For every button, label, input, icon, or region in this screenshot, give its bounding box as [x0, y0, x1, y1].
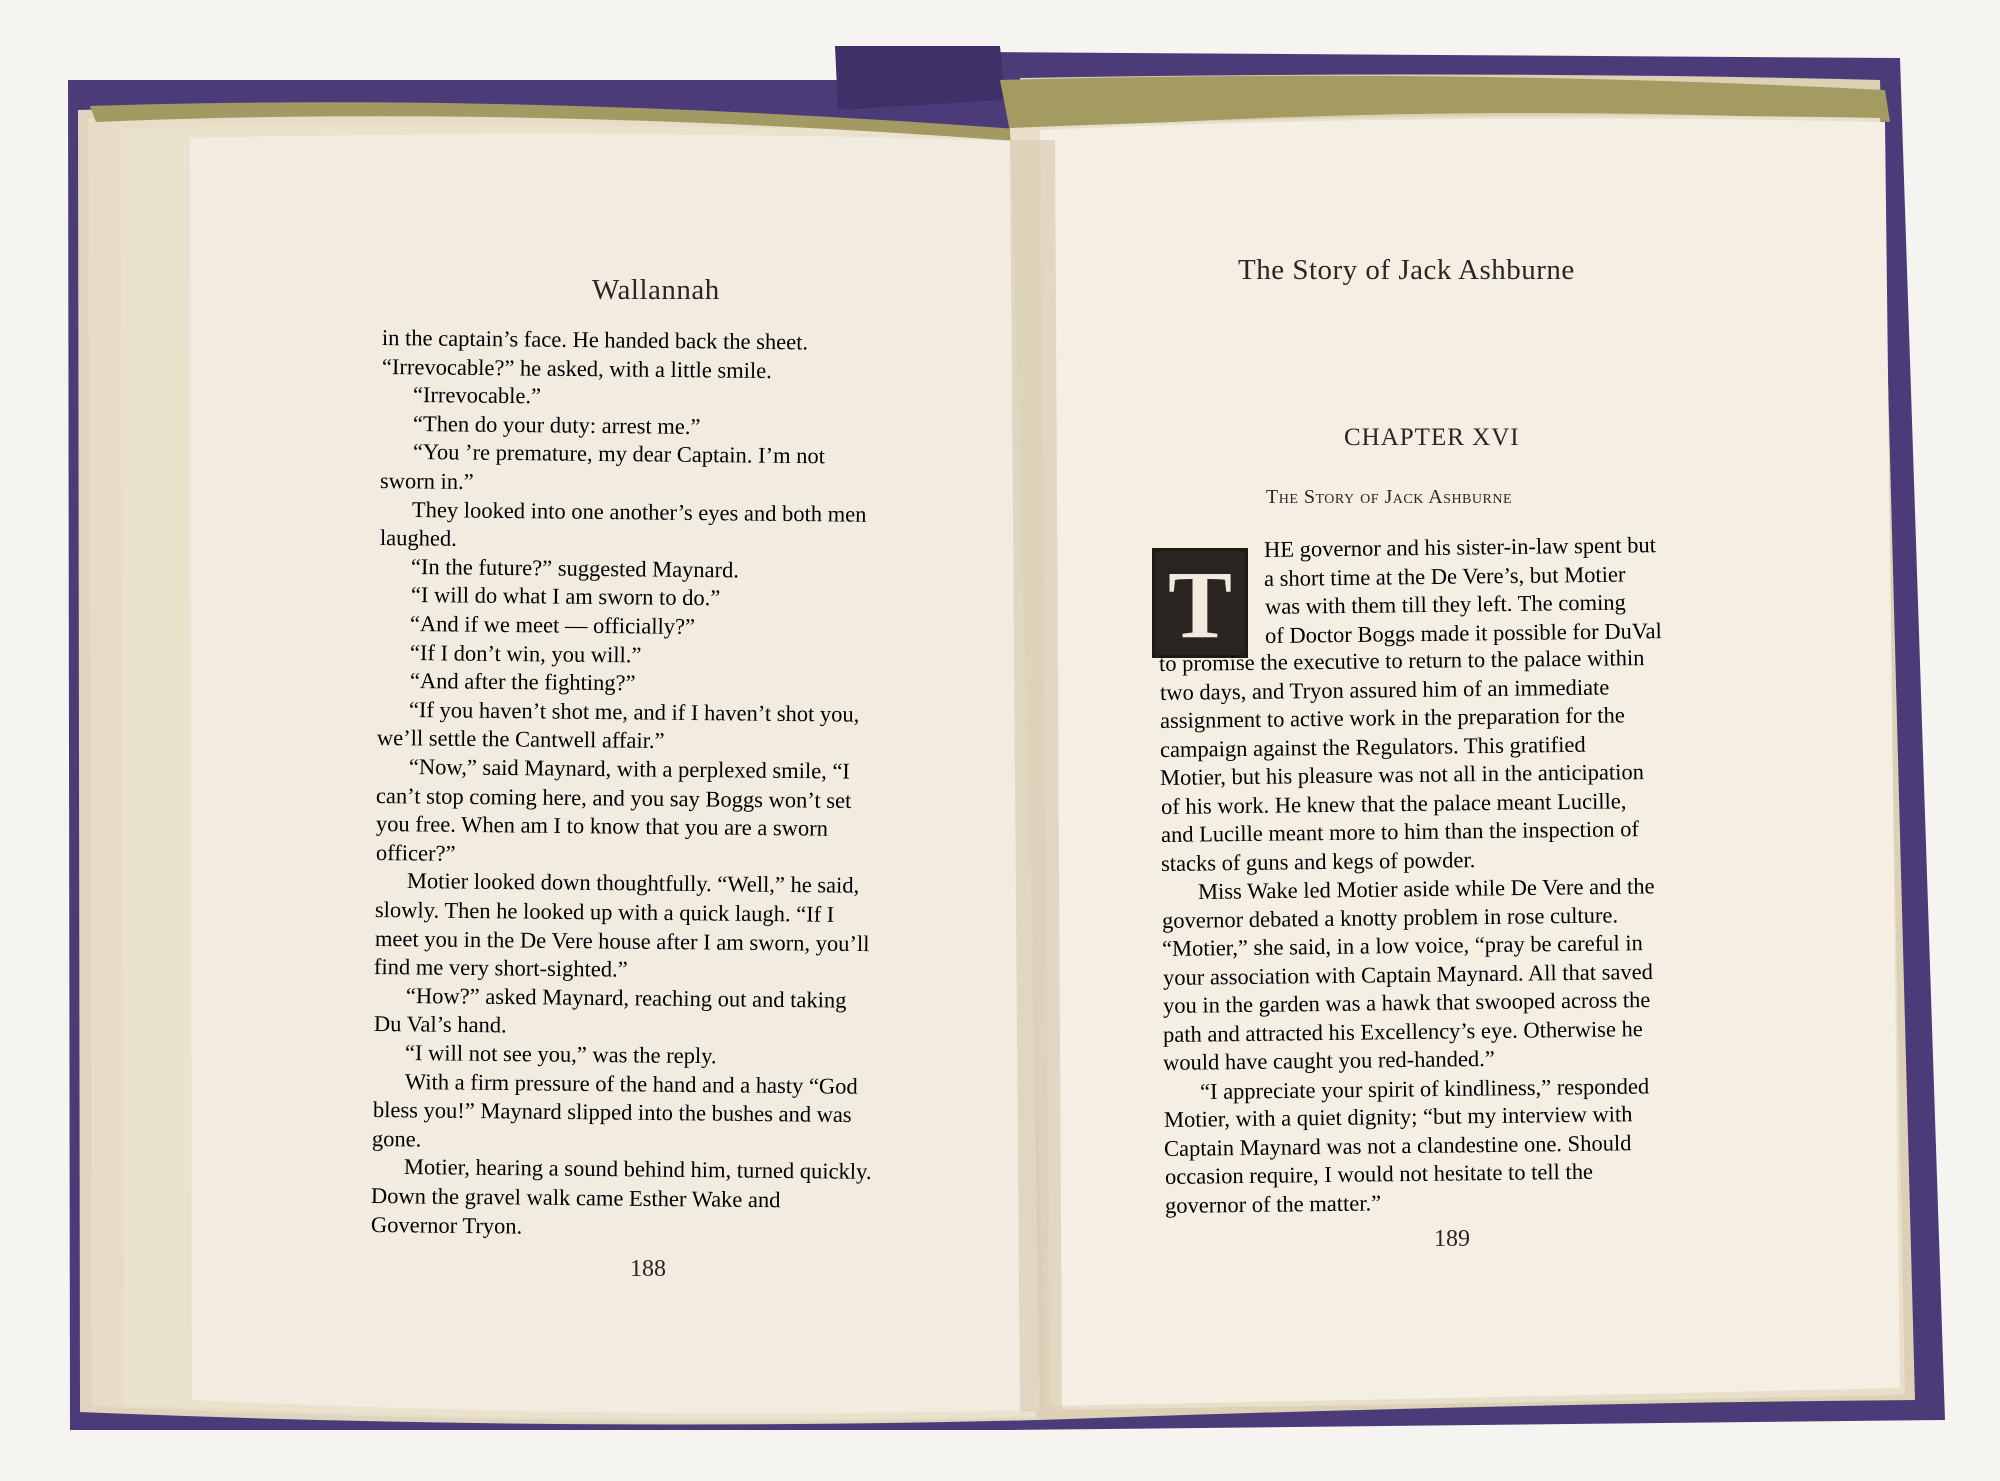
- text-line: laughed.: [379, 525, 457, 551]
- text-line: officer?”: [375, 839, 456, 866]
- text-line: was with them till they left. The coming: [1264, 589, 1626, 619]
- text-line: “And after the fighting?”: [409, 668, 636, 696]
- text-line: two days, and Tryon assured him of an immediate: [1159, 674, 1610, 705]
- text-line: path and attracted his Excellency’s eye. Otherwise he: [1162, 1015, 1643, 1047]
- text-line: Motier looked down thoughtfully. “Well,” he said,: [406, 868, 860, 899]
- right-running-head: The Story of Jack Ashburne: [1238, 254, 1575, 286]
- text-line: to promise the executive to return to the palace within: [1158, 645, 1645, 676]
- text-line: slowly. Then he looked up with a quick laugh. “If I: [374, 897, 835, 927]
- right-page-number: 189: [1434, 1226, 1470, 1252]
- text-line: “How?” asked Maynard, reaching out and taking: [405, 982, 847, 1013]
- text-line: governor debated a knotty problem in rose culture.: [1161, 901, 1619, 933]
- text-line: Captain Maynard was not a clandestine one. Should: [1163, 1129, 1632, 1161]
- text-line: Motier, but his pleasure was not all in the anticipation: [1159, 759, 1645, 790]
- text-line: “Motier,” she said, in a low voice, “pray be careful in: [1161, 930, 1643, 961]
- text-line: sworn in.”: [379, 468, 474, 494]
- drop-cap-ornament: [1152, 548, 1248, 658]
- text-line: Du Val’s hand.: [373, 1011, 507, 1038]
- text-line: Motier, hearing a sound behind him, turned quickly.: [403, 1154, 872, 1185]
- text-line: bless you!” Maynard slipped into the bushes and was: [372, 1097, 852, 1128]
- text-line: you in the garden was a hawk that swooped across the: [1162, 987, 1651, 1018]
- text-line: assignment to active work in the preparation for the: [1159, 702, 1625, 733]
- text-line: Down the gravel walk came Esther Wake and: [370, 1183, 781, 1213]
- text-line: and Lucille meant more to him than the inspection of: [1160, 816, 1640, 847]
- text-line: you free. When am I to know that you are a sworn: [375, 811, 829, 841]
- text-line: governor of the matter.”: [1164, 1189, 1382, 1218]
- chapter-heading: CHAPTER XVI: [1344, 424, 1520, 451]
- text-line: gone.: [371, 1125, 422, 1152]
- text-line: HE governor and his sister-in-law spent but: [1263, 532, 1657, 562]
- text-line: in the captain’s face. He handed back the sheet.: [381, 325, 809, 355]
- text-line: “And if we meet — officially?”: [409, 611, 696, 639]
- text-line: “I appreciate your spirit of kindliness,” responded: [1199, 1073, 1650, 1104]
- text-line: They looked into one another’s eyes and both men: [411, 496, 867, 527]
- text-line: would have caught you red-handed.”: [1162, 1045, 1495, 1075]
- text-line: we’ll settle the Cantwell affair.”: [376, 725, 665, 754]
- left-running-head: Wallannah: [592, 274, 720, 306]
- text-line: of Doctor Boggs made it possible for DuVal: [1264, 617, 1662, 648]
- spine-top: [835, 46, 1005, 110]
- text-line: “I will do what I am sworn to do.”: [410, 582, 721, 611]
- text-line: meet you in the De Vere house after I am sworn, you’ll: [374, 925, 870, 956]
- text-line: stacks of guns and kegs of powder.: [1160, 846, 1476, 876]
- text-line: “Irrevocable?” he asked, with a little smile.: [381, 353, 772, 383]
- text-line: occasion require, I would not hesitate to tell the: [1164, 1158, 1594, 1189]
- text-line: “If you haven’t shot me, and if I haven’t shot you,: [408, 696, 860, 727]
- text-line: campaign against the Regulators. This gratified: [1159, 731, 1586, 762]
- text-line: “In the future?” suggested Maynard.: [410, 553, 740, 583]
- drop-cap-letter: T: [1167, 551, 1233, 658]
- text-line: “I will not see you,” was the reply.: [404, 1040, 717, 1069]
- text-line: “If I don’t win, you will.”: [409, 639, 642, 668]
- left-page-number: 188: [630, 1256, 666, 1282]
- text-line: a short time at the De Vere’s, but Motier: [1263, 561, 1626, 591]
- chapter-title: The Story of Jack Ashburne: [1266, 486, 1513, 508]
- text-line: “You ’re premature, my dear Captain. I’m not: [412, 439, 826, 469]
- text-line: “Then do your duty: arrest me.”: [412, 410, 701, 439]
- text-line: Miss Wake led Motier aside while De Vere and the: [1197, 873, 1655, 904]
- text-line: your association with Captain Maynard. All that saved: [1162, 958, 1654, 990]
- text-line: of his work. He knew that the palace meant Lucille,: [1160, 787, 1627, 819]
- text-line: With a firm pressure of the hand and a hasty “God: [404, 1068, 858, 1099]
- text-line: Governor Tryon.: [370, 1211, 523, 1239]
- text-line: Motier, with a quiet dignity; “but my interview with: [1163, 1101, 1633, 1132]
- text-line: “Now,” said Maynard, with a perplexed smile, “I: [408, 754, 851, 784]
- text-line: “Irrevocable.”: [412, 382, 542, 409]
- text-line: find me very short-sighted.”: [373, 954, 628, 982]
- text-line: can’t stop coming here, and you say Boggs won’t set: [375, 782, 852, 813]
